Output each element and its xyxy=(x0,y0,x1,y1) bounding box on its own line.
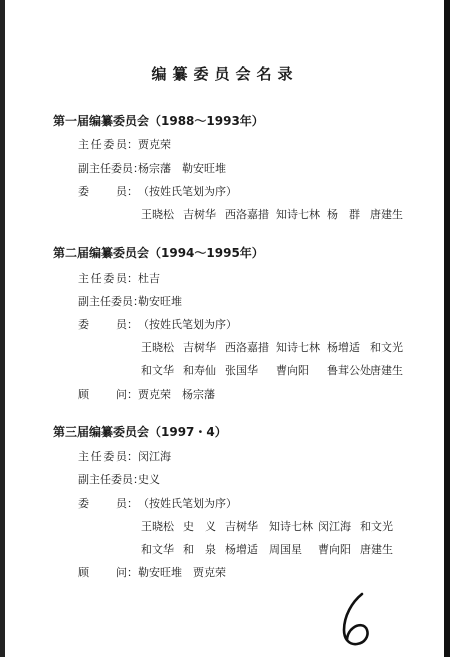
member-name: 知诗七林 xyxy=(276,208,320,221)
director-label: 主 任 委 员： xyxy=(78,138,138,151)
member-note: （按姓氏笔划为序） xyxy=(138,185,237,198)
director-value: 闵江海 xyxy=(138,450,171,463)
member-name: 王晓松 xyxy=(141,520,174,533)
member-name: 和文光 xyxy=(370,341,403,354)
deputy-value: 勒安旺堆 xyxy=(138,295,182,308)
member-name: 和寿仙 xyxy=(183,364,216,377)
director-label: 主 任 委 员： xyxy=(78,272,138,285)
advisor-value: 勒安旺堆 贾克荣 xyxy=(138,566,226,579)
member-name: 吉树华 xyxy=(183,208,216,221)
member-name: 吉树华 xyxy=(225,520,258,533)
deputy-value: 史义 xyxy=(138,473,160,486)
member-name: 知诗七林 xyxy=(269,520,313,533)
member-name: 鲁茸公处 xyxy=(327,364,371,377)
deputy-value: 杨宗藩 勒安旺堆 xyxy=(138,162,226,175)
member-name: 唐建生 xyxy=(370,364,403,377)
member-name: 杨增适 xyxy=(225,543,258,556)
member-name: 和文华 xyxy=(141,543,174,556)
member-name: 闵江海 xyxy=(318,520,351,533)
member-name: 王晓松 xyxy=(141,208,174,221)
advisor-label: 顾 问： xyxy=(78,388,138,401)
member-name: 曹向阳 xyxy=(276,364,309,377)
deputy-label: 副主任委员： xyxy=(78,162,144,175)
member-label: 委 员： xyxy=(78,185,138,198)
member-name: 唐建生 xyxy=(370,208,403,221)
member-name: 西洛嘉措 xyxy=(225,341,269,354)
member-name: 王晓松 xyxy=(141,341,174,354)
handwritten-page-number xyxy=(338,592,378,648)
member-name: 张国华 xyxy=(225,364,258,377)
member-name: 杨 群 xyxy=(327,208,360,221)
member-name: 史 义 xyxy=(183,520,216,533)
member-name: 吉树华 xyxy=(183,341,216,354)
member-note: （按姓氏笔划为序） xyxy=(138,497,237,510)
director-value: 贾克荣 xyxy=(138,138,171,151)
member-name: 西洛嘉措 xyxy=(225,208,269,221)
member-name: 知诗七林 xyxy=(276,341,320,354)
member-name: 和文光 xyxy=(360,520,393,533)
member-name: 周国星 xyxy=(269,543,302,556)
deputy-label: 副主任委员： xyxy=(78,295,144,308)
member-label: 委 员： xyxy=(78,318,138,331)
section-heading-2: 第二届编纂委员会（1994～1995年） xyxy=(53,246,264,260)
director-label: 主 任 委 员： xyxy=(78,450,138,463)
deputy-label: 副主任委员： xyxy=(78,473,144,486)
section-heading-3: 第三届编纂委员会（1997・4） xyxy=(53,425,227,439)
member-name: 曹向阳 xyxy=(318,543,351,556)
scan-edge-left xyxy=(0,0,5,657)
member-name: 杨增适 xyxy=(327,341,360,354)
page-title: 编纂委员会名录 xyxy=(151,65,299,83)
advisor-value: 贾克荣 杨宗藩 xyxy=(138,388,215,401)
advisor-label: 顾 问： xyxy=(78,566,138,579)
member-note: （按姓氏笔划为序） xyxy=(138,318,237,331)
member-name: 和 泉 xyxy=(183,543,216,556)
director-value: 杜吉 xyxy=(138,272,160,285)
member-label: 委 员： xyxy=(78,497,138,510)
member-name: 唐建生 xyxy=(360,543,393,556)
scan-edge-right xyxy=(444,0,450,657)
member-name: 和文华 xyxy=(141,364,174,377)
section-heading-1: 第一届编纂委员会（1988～1993年） xyxy=(53,114,264,128)
